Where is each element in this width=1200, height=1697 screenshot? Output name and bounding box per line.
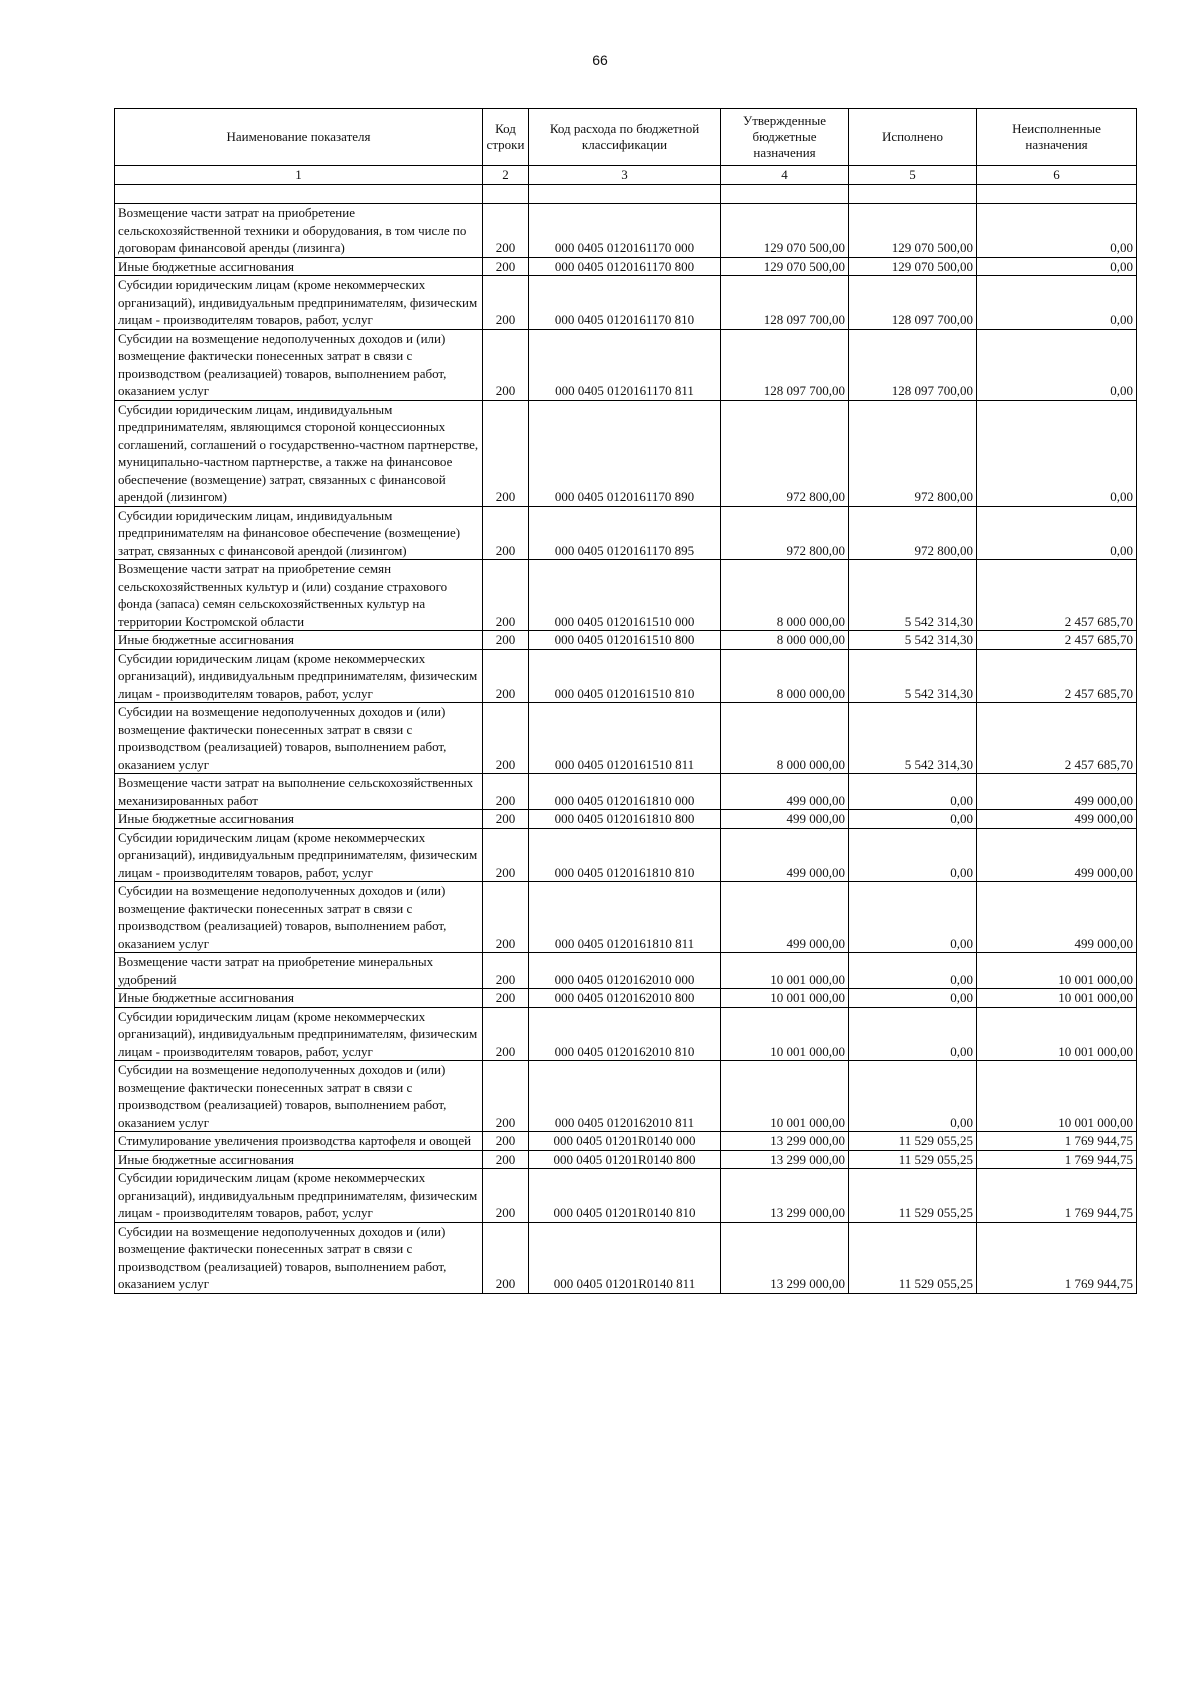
table-row xyxy=(115,329,1137,400)
table-row xyxy=(115,1222,1137,1293)
row-name: Субсидии на возмещение недополученных доходов и (или) возмещение фактически понесенных затрат в связи с производством (реализацией) товаров, выполнением работ, оказанием услуг xyxy=(115,1222,483,1293)
row-classification: 000 0405 01201R0140 800 xyxy=(529,1150,721,1169)
row-approved: 13 299 000,00 xyxy=(721,1169,849,1223)
row-name: Субсидии юридическим лицам (кроме некоммерческих организаций), индивидуальным предпринимателям, физическим лицам - производителям товаров, работ, услуг xyxy=(115,1169,483,1223)
row-approved: 10 001 000,00 xyxy=(721,953,849,989)
row-unexecuted: 2 457 685,70 xyxy=(977,649,1137,703)
row-code: 200 xyxy=(483,1132,529,1151)
table-row xyxy=(115,560,1137,631)
row-executed: 5 542 314,30 xyxy=(849,703,977,774)
row-unexecuted: 2 457 685,70 xyxy=(977,703,1137,774)
row-name: Возмещение части затрат на приобретение семян сельскохозяйственных культур и (или) создание страхового фонда (запаса) семян сельскохозяйственных культур на территории Костромской области xyxy=(115,560,483,631)
row-executed: 11 529 055,25 xyxy=(849,1150,977,1169)
row-code: 200 xyxy=(483,1007,529,1061)
row-name: Иные бюджетные ассигнования xyxy=(115,810,483,829)
spacer-row xyxy=(115,185,1137,204)
table-row xyxy=(115,1007,1137,1061)
row-classification: 000 0405 0120161170 810 xyxy=(529,276,721,330)
row-code: 200 xyxy=(483,204,529,258)
row-approved: 128 097 700,00 xyxy=(721,276,849,330)
row-code: 200 xyxy=(483,953,529,989)
row-classification: 000 0405 0120161510 811 xyxy=(529,703,721,774)
row-unexecuted: 1 769 944,75 xyxy=(977,1132,1137,1151)
row-classification: 000 0405 0120161170 890 xyxy=(529,400,721,506)
row-approved: 10 001 000,00 xyxy=(721,989,849,1008)
row-name: Субсидии юридическим лицам, индивидуальным предпринимателям, являющимся стороной концессионных соглашений, соглашений о государственно-частном партнерстве, муниципально-частном партнерстве, а также на финансовое обеспечение (возмещение) затрат, связанных с финансовой арендой (лизингом) xyxy=(115,400,483,506)
row-approved: 13 299 000,00 xyxy=(721,1132,849,1151)
row-executed: 0,00 xyxy=(849,774,977,810)
row-approved: 13 299 000,00 xyxy=(721,1150,849,1169)
column-header: Наименование показателя xyxy=(115,109,483,166)
row-code: 200 xyxy=(483,400,529,506)
row-name: Иные бюджетные ассигнования xyxy=(115,989,483,1008)
row-approved: 972 800,00 xyxy=(721,400,849,506)
row-name: Иные бюджетные ассигнования xyxy=(115,631,483,650)
row-unexecuted: 10 001 000,00 xyxy=(977,1007,1137,1061)
row-classification: 000 0405 0120161170 895 xyxy=(529,506,721,560)
table-row xyxy=(115,204,1137,258)
row-classification: 000 0405 0120161810 800 xyxy=(529,810,721,829)
row-approved: 13 299 000,00 xyxy=(721,1222,849,1293)
row-classification: 000 0405 0120161170 000 xyxy=(529,204,721,258)
row-executed: 0,00 xyxy=(849,989,977,1008)
row-executed: 0,00 xyxy=(849,953,977,989)
row-code: 200 xyxy=(483,257,529,276)
table-row xyxy=(115,882,1137,953)
row-executed: 0,00 xyxy=(849,882,977,953)
budget-execution-table xyxy=(114,108,1137,1294)
row-executed: 129 070 500,00 xyxy=(849,257,977,276)
row-executed: 972 800,00 xyxy=(849,506,977,560)
row-executed: 0,00 xyxy=(849,828,977,882)
table-row xyxy=(115,1150,1137,1169)
row-unexecuted: 499 000,00 xyxy=(977,810,1137,829)
row-classification: 000 0405 0120161510 000 xyxy=(529,560,721,631)
row-name: Иные бюджетные ассигнования xyxy=(115,257,483,276)
row-code: 200 xyxy=(483,989,529,1008)
table-row xyxy=(115,649,1137,703)
table-row xyxy=(115,276,1137,330)
row-unexecuted: 0,00 xyxy=(977,506,1137,560)
column-header: Неисполненные назначения xyxy=(977,109,1137,166)
row-approved: 10 001 000,00 xyxy=(721,1061,849,1132)
row-unexecuted: 0,00 xyxy=(977,204,1137,258)
row-name: Возмещение части затрат на приобретение сельскохозяйственной техники и оборудования, в том числе по договорам финансовой аренды (лизинга) xyxy=(115,204,483,258)
row-classification: 000 0405 01201R0140 810 xyxy=(529,1169,721,1223)
row-name: Возмещение части затрат на приобретение минеральных удобрений xyxy=(115,953,483,989)
table-row xyxy=(115,774,1137,810)
row-executed: 5 542 314,30 xyxy=(849,560,977,631)
row-approved: 8 000 000,00 xyxy=(721,649,849,703)
row-name: Субсидии юридическим лицам (кроме некоммерческих организаций), индивидуальным предпринимателям, физическим лицам - производителям товаров, работ, услуг xyxy=(115,649,483,703)
row-classification: 000 0405 0120162010 811 xyxy=(529,1061,721,1132)
column-number: 3 xyxy=(529,166,721,185)
row-approved: 10 001 000,00 xyxy=(721,1007,849,1061)
column-number: 2 xyxy=(483,166,529,185)
row-unexecuted: 2 457 685,70 xyxy=(977,560,1137,631)
row-name: Субсидии на возмещение недополученных доходов и (или) возмещение фактически понесенных затрат в связи с производством (реализацией) товаров, выполнением работ, оказанием услуг xyxy=(115,329,483,400)
row-unexecuted: 499 000,00 xyxy=(977,882,1137,953)
table-row xyxy=(115,631,1137,650)
row-unexecuted: 10 001 000,00 xyxy=(977,953,1137,989)
table-row xyxy=(115,506,1137,560)
table-row xyxy=(115,989,1137,1008)
row-code: 200 xyxy=(483,1061,529,1132)
table-row xyxy=(115,400,1137,506)
row-unexecuted: 0,00 xyxy=(977,400,1137,506)
row-code: 200 xyxy=(483,276,529,330)
row-approved: 499 000,00 xyxy=(721,810,849,829)
row-code: 200 xyxy=(483,703,529,774)
row-classification: 000 0405 01201R0140 000 xyxy=(529,1132,721,1151)
row-code: 200 xyxy=(483,882,529,953)
row-code: 200 xyxy=(483,329,529,400)
table-row xyxy=(115,953,1137,989)
row-code: 200 xyxy=(483,1222,529,1293)
row-classification: 000 0405 0120161510 810 xyxy=(529,649,721,703)
row-executed: 5 542 314,30 xyxy=(849,631,977,650)
row-code: 200 xyxy=(483,631,529,650)
row-classification: 000 0405 01201R0140 811 xyxy=(529,1222,721,1293)
row-classification: 000 0405 0120162010 810 xyxy=(529,1007,721,1061)
page-number: 66 xyxy=(592,52,608,68)
row-code: 200 xyxy=(483,506,529,560)
row-name: Возмещение части затрат на выполнение сельскохозяйственных механизированных работ xyxy=(115,774,483,810)
row-executed: 972 800,00 xyxy=(849,400,977,506)
row-unexecuted: 1 769 944,75 xyxy=(977,1222,1137,1293)
row-code: 200 xyxy=(483,1169,529,1223)
table-body xyxy=(115,185,1137,1294)
row-name: Субсидии на возмещение недополученных доходов и (или) возмещение фактически понесенных затрат в связи с производством (реализацией) товаров, выполнением работ, оказанием услуг xyxy=(115,1061,483,1132)
row-approved: 129 070 500,00 xyxy=(721,257,849,276)
column-number: 5 xyxy=(849,166,977,185)
row-name: Субсидии юридическим лицам (кроме некоммерческих организаций), индивидуальным предпринимателям, физическим лицам - производителям товаров, работ, услуг xyxy=(115,828,483,882)
row-approved: 8 000 000,00 xyxy=(721,703,849,774)
row-executed: 11 529 055,25 xyxy=(849,1169,977,1223)
column-number-row xyxy=(115,166,1137,185)
column-header: Исполнено xyxy=(849,109,977,166)
row-executed: 128 097 700,00 xyxy=(849,329,977,400)
row-unexecuted: 1 769 944,75 xyxy=(977,1169,1137,1223)
row-executed: 0,00 xyxy=(849,1061,977,1132)
row-executed: 5 542 314,30 xyxy=(849,649,977,703)
row-classification: 000 0405 0120161810 000 xyxy=(529,774,721,810)
column-header: Код расхода по бюджетной классификации xyxy=(529,109,721,166)
row-name: Иные бюджетные ассигнования xyxy=(115,1150,483,1169)
row-approved: 8 000 000,00 xyxy=(721,631,849,650)
row-code: 200 xyxy=(483,1150,529,1169)
row-executed: 0,00 xyxy=(849,810,977,829)
row-name: Субсидии на возмещение недополученных доходов и (или) возмещение фактически понесенных затрат в связи с производством (реализацией) товаров, выполнением работ, оказанием услуг xyxy=(115,703,483,774)
row-name: Субсидии на возмещение недополученных доходов и (или) возмещение фактически понесенных затрат в связи с производством (реализацией) товаров, выполнением работ, оказанием услуг xyxy=(115,882,483,953)
row-unexecuted: 1 769 944,75 xyxy=(977,1150,1137,1169)
row-unexecuted: 0,00 xyxy=(977,329,1137,400)
row-classification: 000 0405 0120161810 810 xyxy=(529,828,721,882)
row-name: Субсидии юридическим лицам, индивидуальным предпринимателям на финансовое обеспечение (возмещение) затрат, связанных с финансовой арендой (лизингом) xyxy=(115,506,483,560)
table-row xyxy=(115,1132,1137,1151)
column-number: 1 xyxy=(115,166,483,185)
row-approved: 8 000 000,00 xyxy=(721,560,849,631)
row-code: 200 xyxy=(483,649,529,703)
column-number: 6 xyxy=(977,166,1137,185)
row-approved: 499 000,00 xyxy=(721,882,849,953)
table-row xyxy=(115,810,1137,829)
row-classification: 000 0405 0120161510 800 xyxy=(529,631,721,650)
column-header: Код строки xyxy=(483,109,529,166)
table-row xyxy=(115,1061,1137,1132)
row-code: 200 xyxy=(483,560,529,631)
row-executed: 11 529 055,25 xyxy=(849,1222,977,1293)
row-name: Субсидии юридическим лицам (кроме некоммерческих организаций), индивидуальным предпринимателям, физическим лицам - производителям товаров, работ, услуг xyxy=(115,1007,483,1061)
row-classification: 000 0405 0120161170 811 xyxy=(529,329,721,400)
row-unexecuted: 499 000,00 xyxy=(977,828,1137,882)
row-classification: 000 0405 0120162010 000 xyxy=(529,953,721,989)
row-executed: 128 097 700,00 xyxy=(849,276,977,330)
table-row xyxy=(115,828,1137,882)
row-unexecuted: 2 457 685,70 xyxy=(977,631,1137,650)
row-approved: 499 000,00 xyxy=(721,828,849,882)
row-code: 200 xyxy=(483,774,529,810)
column-number: 4 xyxy=(721,166,849,185)
header-row xyxy=(115,109,1137,166)
row-classification: 000 0405 0120161170 800 xyxy=(529,257,721,276)
row-executed: 11 529 055,25 xyxy=(849,1132,977,1151)
row-approved: 499 000,00 xyxy=(721,774,849,810)
row-classification: 000 0405 0120162010 800 xyxy=(529,989,721,1008)
row-classification: 000 0405 0120161810 811 xyxy=(529,882,721,953)
table-row xyxy=(115,1169,1137,1223)
column-header: Утвержденные бюджетные назначения xyxy=(721,109,849,166)
row-unexecuted: 0,00 xyxy=(977,257,1137,276)
row-unexecuted: 10 001 000,00 xyxy=(977,989,1137,1008)
table-row xyxy=(115,703,1137,774)
row-unexecuted: 499 000,00 xyxy=(977,774,1137,810)
row-executed: 129 070 500,00 xyxy=(849,204,977,258)
row-unexecuted: 10 001 000,00 xyxy=(977,1061,1137,1132)
row-code: 200 xyxy=(483,810,529,829)
row-executed: 0,00 xyxy=(849,1007,977,1061)
row-approved: 129 070 500,00 xyxy=(721,204,849,258)
row-name: Стимулирование увеличения производства картофеля и овощей xyxy=(115,1132,483,1151)
row-approved: 972 800,00 xyxy=(721,506,849,560)
row-approved: 128 097 700,00 xyxy=(721,329,849,400)
table-row xyxy=(115,257,1137,276)
row-name: Субсидии юридическим лицам (кроме некоммерческих организаций), индивидуальным предпринимателям, физическим лицам - производителям товаров, работ, услуг xyxy=(115,276,483,330)
row-unexecuted: 0,00 xyxy=(977,276,1137,330)
row-code: 200 xyxy=(483,828,529,882)
